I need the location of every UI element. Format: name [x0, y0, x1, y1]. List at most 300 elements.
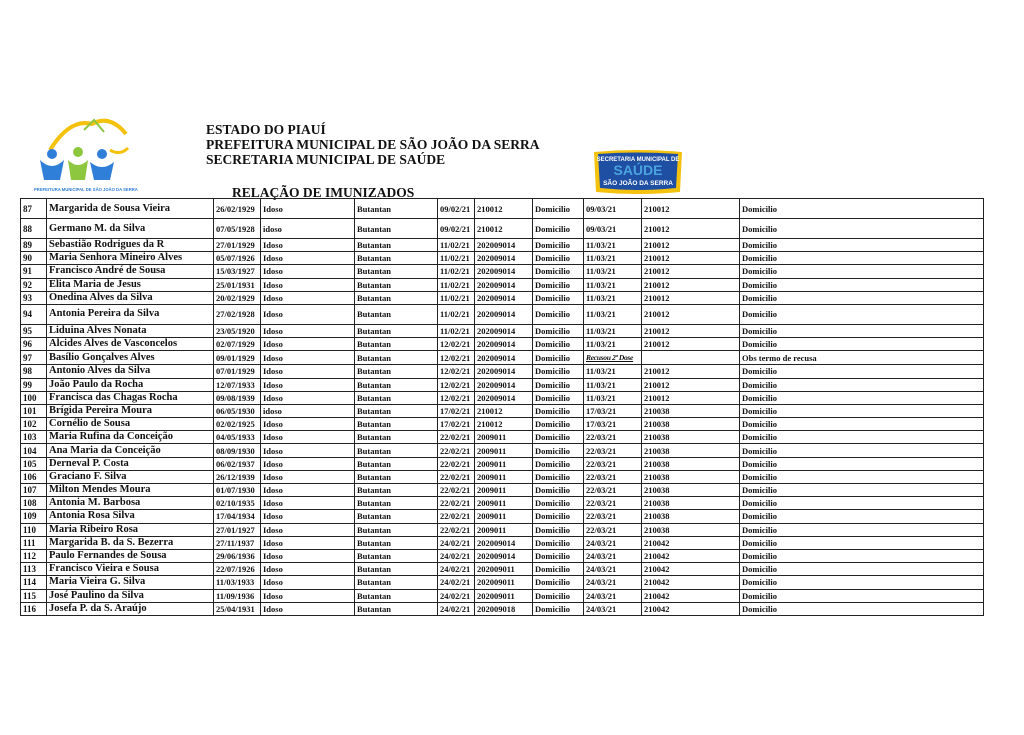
birth-date-cell: 23/05/1920: [214, 324, 261, 337]
vaccine-maker-cell: Butantan: [355, 324, 438, 337]
dose2-date-cell: 22/03/21: [584, 457, 642, 470]
vaccine-maker-cell: Butantan: [355, 536, 438, 549]
priority-group-cell: Idoso: [261, 549, 355, 562]
row-number-cell: 102: [21, 418, 47, 431]
dose2-date-cell: 11/03/21: [584, 265, 642, 278]
priority-group-cell: Idoso: [261, 365, 355, 378]
dose1-lot-cell: 2009011: [475, 497, 533, 510]
dose1-place-cell: Domicilio: [533, 576, 584, 589]
priority-group-cell: Idoso: [261, 378, 355, 391]
dose1-lot-cell: 202009014: [475, 278, 533, 291]
table-row: [21, 239, 984, 252]
dose1-date-cell: 11/02/21: [438, 265, 475, 278]
dose1-place-cell: Domicilio: [533, 265, 584, 278]
vaccine-maker-cell: Butantan: [355, 470, 438, 483]
birth-date-cell: 04/05/1933: [214, 431, 261, 444]
person-name-cell: Francisco André de Sousa: [47, 265, 214, 278]
dose1-lot-cell: 2009011: [475, 457, 533, 470]
dose1-place-cell: Domicilio: [533, 239, 584, 252]
table-row: [21, 536, 984, 549]
birth-date-cell: 08/09/1930: [214, 444, 261, 457]
dose1-lot-cell: 210012: [475, 418, 533, 431]
dose2-place-cell: Domicilio: [740, 219, 984, 239]
person-name-cell: Brígida Pereira Moura: [47, 404, 214, 417]
dose1-lot-cell: 202009014: [475, 304, 533, 324]
priority-group-cell: Idoso: [261, 563, 355, 576]
person-name-cell: Onedina Alves da Silva: [47, 291, 214, 304]
dose2-date-cell: [584, 351, 642, 365]
dose1-lot-cell: 210012: [475, 219, 533, 239]
row-number-cell: 103: [21, 431, 47, 444]
table-body: [21, 199, 984, 616]
dose2-lot-cell: 210038: [642, 404, 740, 417]
row-number-cell: 106: [21, 470, 47, 483]
dose2-lot-cell: 210012: [642, 252, 740, 265]
priority-group-cell: Idoso: [261, 252, 355, 265]
table-row: [21, 470, 984, 483]
row-number-cell: 110: [21, 523, 47, 536]
dose2-date-cell: 24/03/21: [584, 602, 642, 615]
priority-group-cell: Idoso: [261, 278, 355, 291]
row-number-cell: 92: [21, 278, 47, 291]
dose1-date-cell: 22/02/21: [438, 484, 475, 497]
dose2-date-cell: 17/03/21: [584, 404, 642, 417]
dose1-lot-cell: 202009014: [475, 338, 533, 351]
row-number-cell: 115: [21, 589, 47, 602]
birth-date-cell: 27/11/1937: [214, 536, 261, 549]
dose1-date-cell: 11/02/21: [438, 239, 475, 252]
dose2-place-cell: Domicilio: [740, 497, 984, 510]
dose1-lot-cell: 202009014: [475, 391, 533, 404]
table-row: [21, 351, 984, 365]
person-name-cell: Margarida de Sousa Vieira: [47, 199, 214, 219]
dose2-place-cell: Domicilio: [740, 199, 984, 219]
birth-date-cell: 12/07/1933: [214, 378, 261, 391]
row-number-cell: 113: [21, 563, 47, 576]
dose2-lot-cell: 210038: [642, 431, 740, 444]
dose2-date-cell: 11/03/21: [584, 324, 642, 337]
priority-group-cell: Idoso: [261, 199, 355, 219]
birth-date-cell: 07/01/1929: [214, 365, 261, 378]
dose2-lot-cell: 210042: [642, 589, 740, 602]
person-name-cell: Antonia Pereira da Silva: [47, 304, 214, 324]
row-number-cell: 108: [21, 497, 47, 510]
dose1-place-cell: Domicilio: [533, 497, 584, 510]
dose2-lot-cell: 210012: [642, 391, 740, 404]
birth-date-cell: 02/07/1929: [214, 338, 261, 351]
dose2-date-cell: 24/03/21: [584, 576, 642, 589]
person-name-cell: Maria Rufina da Conceição: [47, 431, 214, 444]
dose2-place-cell: Domicilio: [740, 602, 984, 615]
dose1-date-cell: 22/02/21: [438, 444, 475, 457]
dose1-lot-cell: 2009011: [475, 431, 533, 444]
dose1-date-cell: 12/02/21: [438, 338, 475, 351]
dose2-date-cell: 11/03/21: [584, 378, 642, 391]
birth-date-cell: 25/01/1931: [214, 278, 261, 291]
dose2-place-cell: Domicilio: [740, 278, 984, 291]
dose1-date-cell: 11/02/21: [438, 291, 475, 304]
dose2-place-cell: Domicilio: [740, 563, 984, 576]
dose1-lot-cell: 2009011: [475, 470, 533, 483]
table-row: [21, 563, 984, 576]
dose1-date-cell: 09/02/21: [438, 219, 475, 239]
dose2-date-cell: 09/03/21: [584, 219, 642, 239]
priority-group-cell: Idoso: [261, 457, 355, 470]
priority-group-cell: Idoso: [261, 444, 355, 457]
dose2-place-cell: Domicilio: [740, 484, 984, 497]
dose2-date-cell: 11/03/21: [584, 239, 642, 252]
person-name-cell: Maria Vieira G. Silva: [47, 576, 214, 589]
person-name-cell: Basílio Gonçalves Alves: [47, 351, 214, 365]
table-row: [21, 576, 984, 589]
priority-group-cell: Idoso: [261, 523, 355, 536]
dose1-place-cell: Domicilio: [533, 549, 584, 562]
row-number-cell: 105: [21, 457, 47, 470]
priority-group-cell: Idoso: [261, 391, 355, 404]
row-number-cell: 91: [21, 265, 47, 278]
refusal-note: Recusou 2ª Dose: [586, 353, 634, 363]
vaccine-maker-cell: Butantan: [355, 523, 438, 536]
dose1-date-cell: 24/02/21: [438, 576, 475, 589]
priority-group-cell: Idoso: [261, 510, 355, 523]
vaccine-maker-cell: Butantan: [355, 431, 438, 444]
birth-date-cell: 27/01/1927: [214, 523, 261, 536]
table-row: [21, 365, 984, 378]
priority-group-cell: Idoso: [261, 431, 355, 444]
dose2-place-cell: Domicilio: [740, 304, 984, 324]
vaccine-maker-cell: Butantan: [355, 365, 438, 378]
dose1-place-cell: Domicilio: [533, 199, 584, 219]
dose2-lot-cell: 210042: [642, 563, 740, 576]
row-number-cell: 99: [21, 378, 47, 391]
dose1-place-cell: Domicilio: [533, 404, 584, 417]
birth-date-cell: 26/12/1939: [214, 470, 261, 483]
person-name-cell: José Paulino da Silva: [47, 589, 214, 602]
birth-date-cell: 22/07/1926: [214, 563, 261, 576]
vaccine-maker-cell: Butantan: [355, 338, 438, 351]
dose2-place-cell: Domicilio: [740, 338, 984, 351]
vaccine-maker-cell: Butantan: [355, 351, 438, 365]
person-name-cell: Margarida B. da S. Bezerra: [47, 536, 214, 549]
table-row: [21, 404, 984, 417]
dose1-place-cell: Domicilio: [533, 418, 584, 431]
dose2-lot-cell: 210012: [642, 338, 740, 351]
vaccine-maker-cell: Butantan: [355, 199, 438, 219]
dose2-date-cell: 22/03/21: [584, 444, 642, 457]
vaccine-maker-cell: Butantan: [355, 484, 438, 497]
dose2-place-cell: Domicilio: [740, 444, 984, 457]
header-prefecture: PREFEITURA MUNICIPAL DE SÃO JOÃO DA SERRA: [206, 137, 540, 152]
dose1-lot-cell: 202009014: [475, 365, 533, 378]
dose1-date-cell: 17/02/21: [438, 404, 475, 417]
dose2-date-cell: 24/03/21: [584, 536, 642, 549]
dose2-date-cell: 09/03/21: [584, 199, 642, 219]
dose1-date-cell: 11/02/21: [438, 252, 475, 265]
dose2-place-cell: Domicilio: [740, 510, 984, 523]
vaccine-maker-cell: Butantan: [355, 444, 438, 457]
table-row: [21, 484, 984, 497]
dose2-date-cell: 24/03/21: [584, 589, 642, 602]
row-number-cell: 88: [21, 219, 47, 239]
dose2-place-cell: Domicilio: [740, 576, 984, 589]
vaccine-maker-cell: Butantan: [355, 576, 438, 589]
dose1-date-cell: 24/02/21: [438, 536, 475, 549]
person-name-cell: Paulo Fernandes de Sousa: [47, 549, 214, 562]
dose2-place-cell: Domicilio: [740, 239, 984, 252]
table-row: [21, 291, 984, 304]
dose1-place-cell: Domicilio: [533, 444, 584, 457]
priority-group-cell: Idoso: [261, 536, 355, 549]
dose2-date-cell: 11/03/21: [584, 304, 642, 324]
prefeitura-logo: [30, 110, 140, 195]
dose2-lot-cell: 210042: [642, 602, 740, 615]
row-number-cell: 96: [21, 338, 47, 351]
person-name-cell: Antonia Rosa Silva: [47, 510, 214, 523]
dose1-place-cell: Domicilio: [533, 219, 584, 239]
dose1-place-cell: Domicilio: [533, 589, 584, 602]
vaccine-maker-cell: Butantan: [355, 497, 438, 510]
logo-left-caption: PREFEITURA MUNICIPAL DE SÃO JOÃO DA SERRA: [34, 187, 138, 192]
row-number-cell: 93: [21, 291, 47, 304]
dose1-lot-cell: 202009014: [475, 378, 533, 391]
dose1-place-cell: Domicilio: [533, 324, 584, 337]
vaccine-maker-cell: Butantan: [355, 457, 438, 470]
dose2-lot-cell: [642, 351, 740, 365]
dose2-place-cell: Domicilio: [740, 252, 984, 265]
dose2-place-cell: Obs termo de recusa: [740, 351, 984, 365]
dose1-date-cell: 22/02/21: [438, 497, 475, 510]
birth-date-cell: 05/07/1926: [214, 252, 261, 265]
row-number-cell: 101: [21, 404, 47, 417]
dose2-lot-cell: 210038: [642, 484, 740, 497]
dose1-lot-cell: 202009014: [475, 549, 533, 562]
dose1-date-cell: 11/02/21: [438, 278, 475, 291]
table-row: [21, 457, 984, 470]
table-row: [21, 497, 984, 510]
person-name-cell: Cornélio de Sousa: [47, 418, 214, 431]
dose2-date-cell: 11/03/21: [584, 278, 642, 291]
dose2-lot-cell: 210038: [642, 497, 740, 510]
vaccine-maker-cell: Butantan: [355, 589, 438, 602]
dose2-lot-cell: 210042: [642, 549, 740, 562]
priority-group-cell: Idoso: [261, 418, 355, 431]
dose2-lot-cell: 210042: [642, 536, 740, 549]
dose1-date-cell: 24/02/21: [438, 602, 475, 615]
birth-date-cell: 02/02/1925: [214, 418, 261, 431]
dose2-lot-cell: 210012: [642, 378, 740, 391]
dose1-lot-cell: 210012: [475, 404, 533, 417]
table-row: [21, 418, 984, 431]
row-number-cell: 89: [21, 239, 47, 252]
birth-date-cell: 06/05/1930: [214, 404, 261, 417]
dose2-date-cell: 24/03/21: [584, 563, 642, 576]
dose1-date-cell: 22/02/21: [438, 457, 475, 470]
dose1-date-cell: 22/02/21: [438, 470, 475, 483]
person-name-cell: Maria Senhora Mineiro Alves: [47, 252, 214, 265]
person-name-cell: Alcides Alves de Vasconcelos: [47, 338, 214, 351]
vaccine-maker-cell: Butantan: [355, 404, 438, 417]
document-header: [206, 122, 540, 167]
priority-group-cell: Idoso: [261, 239, 355, 252]
birth-date-cell: 02/10/1935: [214, 497, 261, 510]
dose2-lot-cell: 210012: [642, 291, 740, 304]
dose2-place-cell: Domicilio: [740, 324, 984, 337]
dose2-place-cell: Domicilio: [740, 470, 984, 483]
dose1-lot-cell: 202009014: [475, 324, 533, 337]
dose2-date-cell: 11/03/21: [584, 365, 642, 378]
table-row: [21, 589, 984, 602]
dose1-lot-cell: 202009011: [475, 589, 533, 602]
table-row: [21, 378, 984, 391]
dose2-date-cell: 11/03/21: [584, 291, 642, 304]
person-name-cell: Liduina Alves Nonata: [47, 324, 214, 337]
vaccine-maker-cell: Butantan: [355, 563, 438, 576]
dose2-lot-cell: 210012: [642, 365, 740, 378]
row-number-cell: 107: [21, 484, 47, 497]
dose1-date-cell: 12/02/21: [438, 351, 475, 365]
row-number-cell: 98: [21, 365, 47, 378]
dose1-lot-cell: 202009014: [475, 536, 533, 549]
person-name-cell: Francisca das Chagas Rocha: [47, 391, 214, 404]
dose2-lot-cell: 210012: [642, 265, 740, 278]
birth-date-cell: 26/02/1929: [214, 199, 261, 219]
person-name-cell: Graciano F. Silva: [47, 470, 214, 483]
person-name-cell: Antonio Alves da Silva: [47, 365, 214, 378]
dose1-date-cell: 22/02/21: [438, 523, 475, 536]
dose2-lot-cell: 210012: [642, 199, 740, 219]
dose1-date-cell: 24/02/21: [438, 563, 475, 576]
row-number-cell: 116: [21, 602, 47, 615]
dose1-lot-cell: 202009014: [475, 252, 533, 265]
person-name-cell: Derneval P. Costa: [47, 457, 214, 470]
birth-date-cell: 29/06/1936: [214, 549, 261, 562]
dose1-lot-cell: 2009011: [475, 484, 533, 497]
dose1-lot-cell: 202009014: [475, 351, 533, 365]
table-row: [21, 602, 984, 615]
dose2-date-cell: 11/03/21: [584, 252, 642, 265]
priority-group-cell: Idoso: [261, 291, 355, 304]
dose2-lot-cell: 210012: [642, 239, 740, 252]
birth-date-cell: 01/07/1930: [214, 484, 261, 497]
vaccine-maker-cell: Butantan: [355, 378, 438, 391]
birth-date-cell: 15/03/1927: [214, 265, 261, 278]
dose2-place-cell: Domicilio: [740, 457, 984, 470]
priority-group-cell: idoso: [261, 404, 355, 417]
dose1-place-cell: Domicilio: [533, 304, 584, 324]
dose2-lot-cell: 210038: [642, 418, 740, 431]
dose1-place-cell: Domicilio: [533, 536, 584, 549]
dose2-lot-cell: 210038: [642, 457, 740, 470]
dose1-date-cell: 11/02/21: [438, 304, 475, 324]
dose1-place-cell: Domicilio: [533, 523, 584, 536]
birth-date-cell: 20/02/1929: [214, 291, 261, 304]
vaccine-maker-cell: Butantan: [355, 549, 438, 562]
dose2-lot-cell: 210038: [642, 523, 740, 536]
dose2-place-cell: Domicilio: [740, 391, 984, 404]
dose1-lot-cell: 2009011: [475, 444, 533, 457]
dose1-place-cell: Domicilio: [533, 365, 584, 378]
row-number-cell: 112: [21, 549, 47, 562]
dose1-lot-cell: 2009011: [475, 510, 533, 523]
priority-group-cell: Idoso: [261, 589, 355, 602]
dose1-date-cell: 12/02/21: [438, 378, 475, 391]
priority-group-cell: Idoso: [261, 470, 355, 483]
dose2-date-cell: 22/03/21: [584, 484, 642, 497]
dose2-date-cell: 22/03/21: [584, 431, 642, 444]
dose1-date-cell: 12/02/21: [438, 391, 475, 404]
person-name-cell: João Paulo da Rocha: [47, 378, 214, 391]
table-row: [21, 199, 984, 219]
person-name-cell: Elita Maria de Jesus: [47, 278, 214, 291]
dose1-date-cell: 22/02/21: [438, 431, 475, 444]
dose1-place-cell: Domicilio: [533, 563, 584, 576]
row-number-cell: 109: [21, 510, 47, 523]
person-name-cell: Francisco Vieira e Sousa: [47, 563, 214, 576]
dose2-lot-cell: 210012: [642, 278, 740, 291]
table-row: [21, 324, 984, 337]
dose2-date-cell: 22/03/21: [584, 510, 642, 523]
dose2-place-cell: Domicilio: [740, 536, 984, 549]
person-name-cell: Ana Maria da Conceição: [47, 444, 214, 457]
birth-date-cell: 09/08/1939: [214, 391, 261, 404]
table-row: [21, 265, 984, 278]
dose1-date-cell: 09/02/21: [438, 199, 475, 219]
dose1-place-cell: Domicilio: [533, 457, 584, 470]
person-name-cell: Sebastião Rodrigues da R: [47, 239, 214, 252]
birth-date-cell: 27/01/1929: [214, 239, 261, 252]
row-number-cell: 100: [21, 391, 47, 404]
logo-right-line1: SECRETARIA MUNICIPAL DE: [596, 157, 680, 163]
dose1-date-cell: 24/02/21: [438, 589, 475, 602]
secretaria-saude-logo: [588, 148, 688, 196]
row-number-cell: 104: [21, 444, 47, 457]
table-row: [21, 338, 984, 351]
dose1-place-cell: Domicilio: [533, 602, 584, 615]
row-number-cell: 97: [21, 351, 47, 365]
header-state: ESTADO DO PIAUÍ: [206, 122, 326, 137]
vaccine-maker-cell: Butantan: [355, 418, 438, 431]
vaccine-maker-cell: Butantan: [355, 602, 438, 615]
table-row: [21, 278, 984, 291]
table-row: [21, 549, 984, 562]
dose1-place-cell: Domicilio: [533, 252, 584, 265]
vaccine-maker-cell: Butantan: [355, 391, 438, 404]
dose1-place-cell: Domicilio: [533, 431, 584, 444]
priority-group-cell: Idoso: [261, 338, 355, 351]
dose2-date-cell: 17/03/21: [584, 418, 642, 431]
vaccine-maker-cell: Butantan: [355, 304, 438, 324]
birth-date-cell: 11/03/1933: [214, 576, 261, 589]
vaccine-maker-cell: Butantan: [355, 278, 438, 291]
row-number-cell: 95: [21, 324, 47, 337]
logo-right-line2: SAÚDE: [613, 162, 663, 178]
person-name-cell: Germano M. da Silva: [47, 219, 214, 239]
birth-date-cell: 27/02/1928: [214, 304, 261, 324]
dose2-lot-cell: 210038: [642, 510, 740, 523]
dose1-date-cell: 12/02/21: [438, 365, 475, 378]
dose2-date-cell: 22/03/21: [584, 523, 642, 536]
priority-group-cell: Idoso: [261, 484, 355, 497]
dose1-place-cell: Domicilio: [533, 484, 584, 497]
table-row: [21, 391, 984, 404]
vaccine-maker-cell: Butantan: [355, 265, 438, 278]
dose2-place-cell: Domicilio: [740, 291, 984, 304]
dose1-place-cell: Domicilio: [533, 351, 584, 365]
person-name-cell: Antonia M. Barbosa: [47, 497, 214, 510]
dose2-date-cell: 22/03/21: [584, 497, 642, 510]
dose2-place-cell: Domicilio: [740, 523, 984, 536]
table-row: [21, 252, 984, 265]
